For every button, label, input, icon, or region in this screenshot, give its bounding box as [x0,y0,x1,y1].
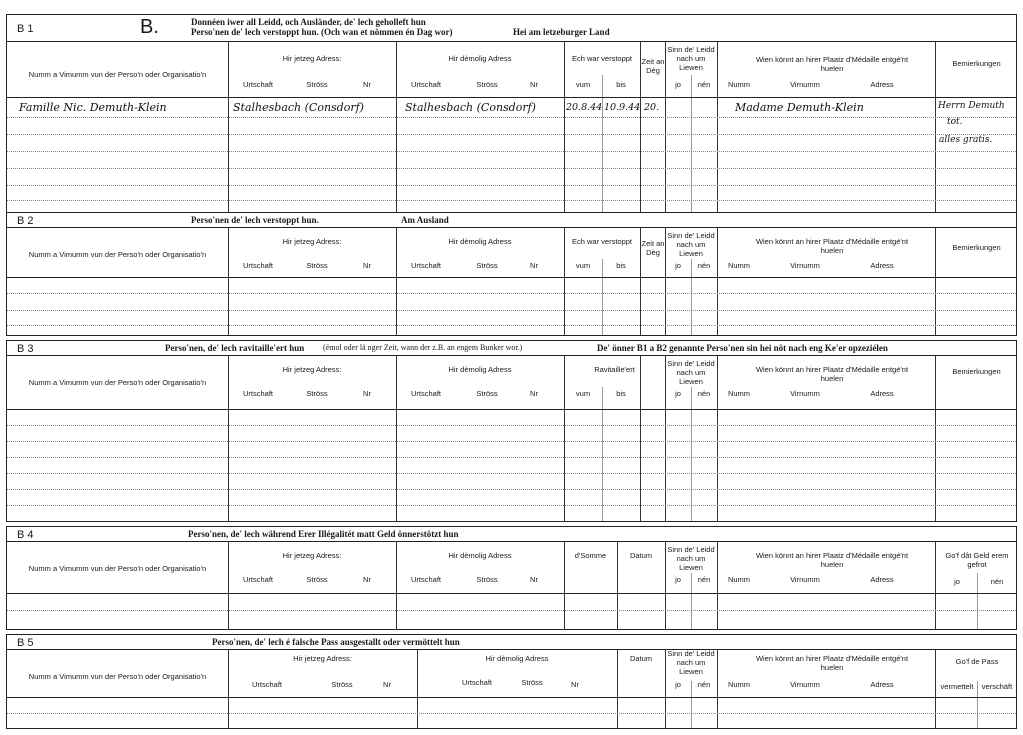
b1-sub-firstname: Virnumm [790,80,820,89]
b2-sub-name: Numm [727,261,751,270]
b2-sub-firstname: Virnumm [790,261,820,270]
b2-sub-to: bis [616,261,626,270]
b4-col-money: Go'f dât Geld erem gefrot [945,551,1009,569]
b2-sub-yes: jo [675,261,681,270]
section-b1-title-line2: Perso'nen de' lech verstoppt hun. (Och wan et nömmen én Dag wor) [191,27,453,37]
b2-sub-no: nén [697,261,711,270]
section-b1-letter: B. [140,16,159,38]
b2-sub-street: Ströss [306,261,328,270]
b2-sub-from: vum [575,261,591,270]
b1-entry-from: 20.8.44 [566,102,603,113]
b1-sub-nr: Nr [363,80,371,89]
b1-sub-nr-2: Nr [530,80,538,89]
b2-sub-street-2: Ströss [476,261,498,270]
b5-sub-town: Urtschaft [251,680,282,689]
b1-col-current: Hir jetzeg Adress: [282,54,342,63]
b5-col-medal: Wien könnt an hirer Plaatz d'Médaille entgé'nt huelen [755,654,909,672]
b4-col-sum: d'Somme [574,551,607,560]
b1-sub-from: vum [575,80,591,89]
b1-sub-street: Ströss [306,80,328,89]
b5-sub-no: nén [697,680,711,689]
b5-col-date: Datum [629,654,653,663]
b4-sub-no-2: nén [990,577,1004,586]
section-b4-title: Perso'nen, de' lech während Erer Illégalitét matt Geld önnerstötzt hun [188,529,459,539]
b3-col-former: Hir dèmolig Adress [448,365,512,374]
b3-sub-nr: Nr [363,389,371,398]
b2-col-remarks: Bemierkungen [952,243,1001,252]
b4-sub-firstname: Virnumm [790,575,820,584]
b4-sub-address: Adress [870,575,894,584]
b5-sub-street-2: Ströss [521,678,543,687]
b5-sub-firstname: Virnumm [790,680,820,689]
form-page [6,6,1017,729]
b4-col-medal: Wien könnt an hirer Plaatz d'Médaille entgé'nt huelen [755,551,909,569]
b5-col-suffered: Sinn de' Leidd nach um Liewen [667,649,715,676]
b1-entry-days: 20. [644,102,660,113]
b4-sub-town-2: Urtschaft [410,575,441,584]
b1-entry-current: Stalhesbach (Consdorf) [233,101,364,114]
b4-sub-yes: jo [675,575,681,584]
b5-col-current: Hir jetzeg Adress: [293,654,352,663]
b4-sub-no: nén [697,575,711,584]
section-b3-title-note: (émol oder lä nger Zeit, wann der z.B. an engem Bunker wor.) [323,343,523,352]
b4-sub-nr: Nr [363,575,371,584]
section-b2 [6,212,1017,336]
section-b3 [6,340,1017,522]
b1-col-time: Zeit an Dèg [641,57,665,75]
b2-sub-nr-2: Nr [530,261,538,270]
b1-col-remarks: Bemierkungen [952,59,1001,68]
b2-sub-nr: Nr [363,261,371,270]
b4-col-former: Hir dèmolig Adress [448,551,512,560]
b5-sub-address: Adress [870,680,894,689]
b1-entry-remark1: Herrn Demuth [938,101,1005,111]
b5-sub-name: Numm [727,680,751,689]
b3-sub-town: Urtschaft [242,389,273,398]
b4-sub-street-2: Ströss [476,575,498,584]
b2-sub-town: Urtschaft [242,261,273,270]
b1-sub-town: Urtschaft [242,80,273,89]
b4-col-date: Datum [629,551,653,560]
b1-sub-address: Adress [870,80,894,89]
section-b5-id: B 5 [17,637,34,649]
b5-col-former: Hir dèmolig Adress [485,654,549,663]
b3-col-current: Hir jetzeg Adress: [282,365,342,374]
b2-col-medal: Wien könnt an hirer Plaatz d'Médaille entgé'nt huelen [755,237,909,255]
section-b2-title-right: Am Ausland [401,215,449,225]
b4-sub-yes-2: jo [954,577,960,586]
b3-sub-no: nén [697,389,711,398]
b5-col-pass: Go'f de Pass [955,657,999,666]
b4-col-name: Numm a Vimumm vun der Perso'n oder Organisatio'n [28,564,207,573]
b5-sub-made: verschäft [981,682,1013,691]
b1-col-medal: Wien könnt an hirer Plaatz d'Médaille entgé'nt huelen [755,55,909,73]
section-b1 [6,14,1017,214]
b3-sub-address: Adress [870,389,894,398]
b1-entry-name: Famille Nic. Demuth-Klein [19,101,167,114]
section-b3-id: B 3 [17,343,34,355]
section-b2-id: B 2 [17,215,34,227]
b1-sub-to: bis [616,80,626,89]
b1-sub-name: Numm [727,80,751,89]
section-b5 [6,634,1017,729]
b3-sub-firstname: Virnumm [790,389,820,398]
section-b3-title-right: De' önner B1 a B2 genannte Perso'nen sin hei nöt nach eng Ke'er opzeziélen [597,343,888,353]
b5-sub-issued: vermettelt [940,682,974,691]
b2-col-current: Hir jetzeg Adress: [282,237,342,246]
b5-sub-nr-2: Nr [571,680,579,689]
b5-col-name: Numm a Vimumm vun der Perso'n oder Organisatio'n [28,672,207,681]
b4-sub-nr-2: Nr [530,575,538,584]
section-b2-title: Perso'nen de' lech verstoppt hun. [191,215,319,225]
b3-sub-name: Numm [727,389,751,398]
section-b4 [6,526,1017,630]
b3-col-remarks: Bemierkungen [952,367,1001,376]
b4-sub-town: Urtschaft [242,575,273,584]
b3-sub-town-2: Urtschaft [410,389,441,398]
b1-sub-street-2: Ströss [476,80,498,89]
b1-entry-to: 10.9.44 [604,102,641,113]
b2-sub-town-2: Urtschaft [410,261,441,270]
b3-sub-from: vum [575,389,591,398]
b3-sub-nr-2: Nr [530,389,538,398]
b1-entry-medal: Madame Demuth-Klein [735,101,864,114]
b4-col-suffered: Sinn de' Leidd nach um Liewen [667,545,715,572]
b4-col-current: Hir jetzeg Adress: [282,551,342,560]
b1-entry-former: Stalhesbach (Consdorf) [405,101,536,114]
b3-col-suffered: Sinn de' Leidd nach um Liewen [667,359,715,386]
b3-sub-yes: jo [675,389,681,398]
b3-sub-street-2: Ströss [476,389,498,398]
b3-col-medal: Wien könnt an hirer Plaatz d'Médaille entgé'nt huelen [755,365,909,383]
b5-sub-nr: Nr [383,680,391,689]
b2-col-time: Zeit an Dèg [641,239,665,257]
b1-sub-town-2: Urtschaft [410,80,441,89]
b4-sub-street: Ströss [306,575,328,584]
section-b5-title: Perso'nen, de' lech é falsche Pass ausgestallt oder vermöttelt hun [212,637,460,647]
section-b1-title-line1: Donnéen iwer all Leidd, och Ausländer, de' lech geholleft hun [191,17,426,27]
b2-col-hidden: Ech war verstoppt [571,237,633,246]
b1-col-hidden: Ech war verstoppt [571,54,633,63]
b2-col-suffered: Sinn de' Leidd nach um Liewen [667,231,715,258]
b3-sub-street: Ströss [306,389,328,398]
b1-sub-yes: jo [675,80,681,89]
section-b3-title: Perso'nen, de' lech ravitaille'ert hun [165,343,305,353]
b3-col-name: Numm a Vimumm vun der Perso'n oder Organisatio'n [28,378,207,387]
section-b1-id: B 1 [17,23,34,35]
b1-entry-remark3: alles gratis. [939,135,993,145]
b3-sub-to: bis [616,389,626,398]
b1-sub-no: nén [697,80,711,89]
section-b1-title-line2-right: Hei am letzeburger Land [513,27,610,37]
b1-col-name: Numm a Vimumm vun der Perso'n oder Organisatio'n [28,70,207,79]
b2-col-former: Hir dèmolig Adress [448,237,512,246]
b1-col-suffered: Sinn de' Leidd nach um Liewen [667,45,715,72]
b5-sub-town-2: Urtschaft [461,678,492,687]
b4-sub-name: Numm [727,575,751,584]
b5-sub-street: Ströss [331,680,353,689]
b1-col-former: Hir dèmolig Adress [448,54,512,63]
b2-sub-address: Adress [870,261,894,270]
b3-col-rav: Ravitaille'ert [594,365,635,374]
b1-entry-remark2: tot. [947,117,963,127]
section-b4-id: B 4 [17,529,34,541]
b5-sub-yes: jo [675,680,681,689]
b2-col-name: Numm a Vimumm vun der Perso'n oder Organisatio'n [28,250,207,259]
